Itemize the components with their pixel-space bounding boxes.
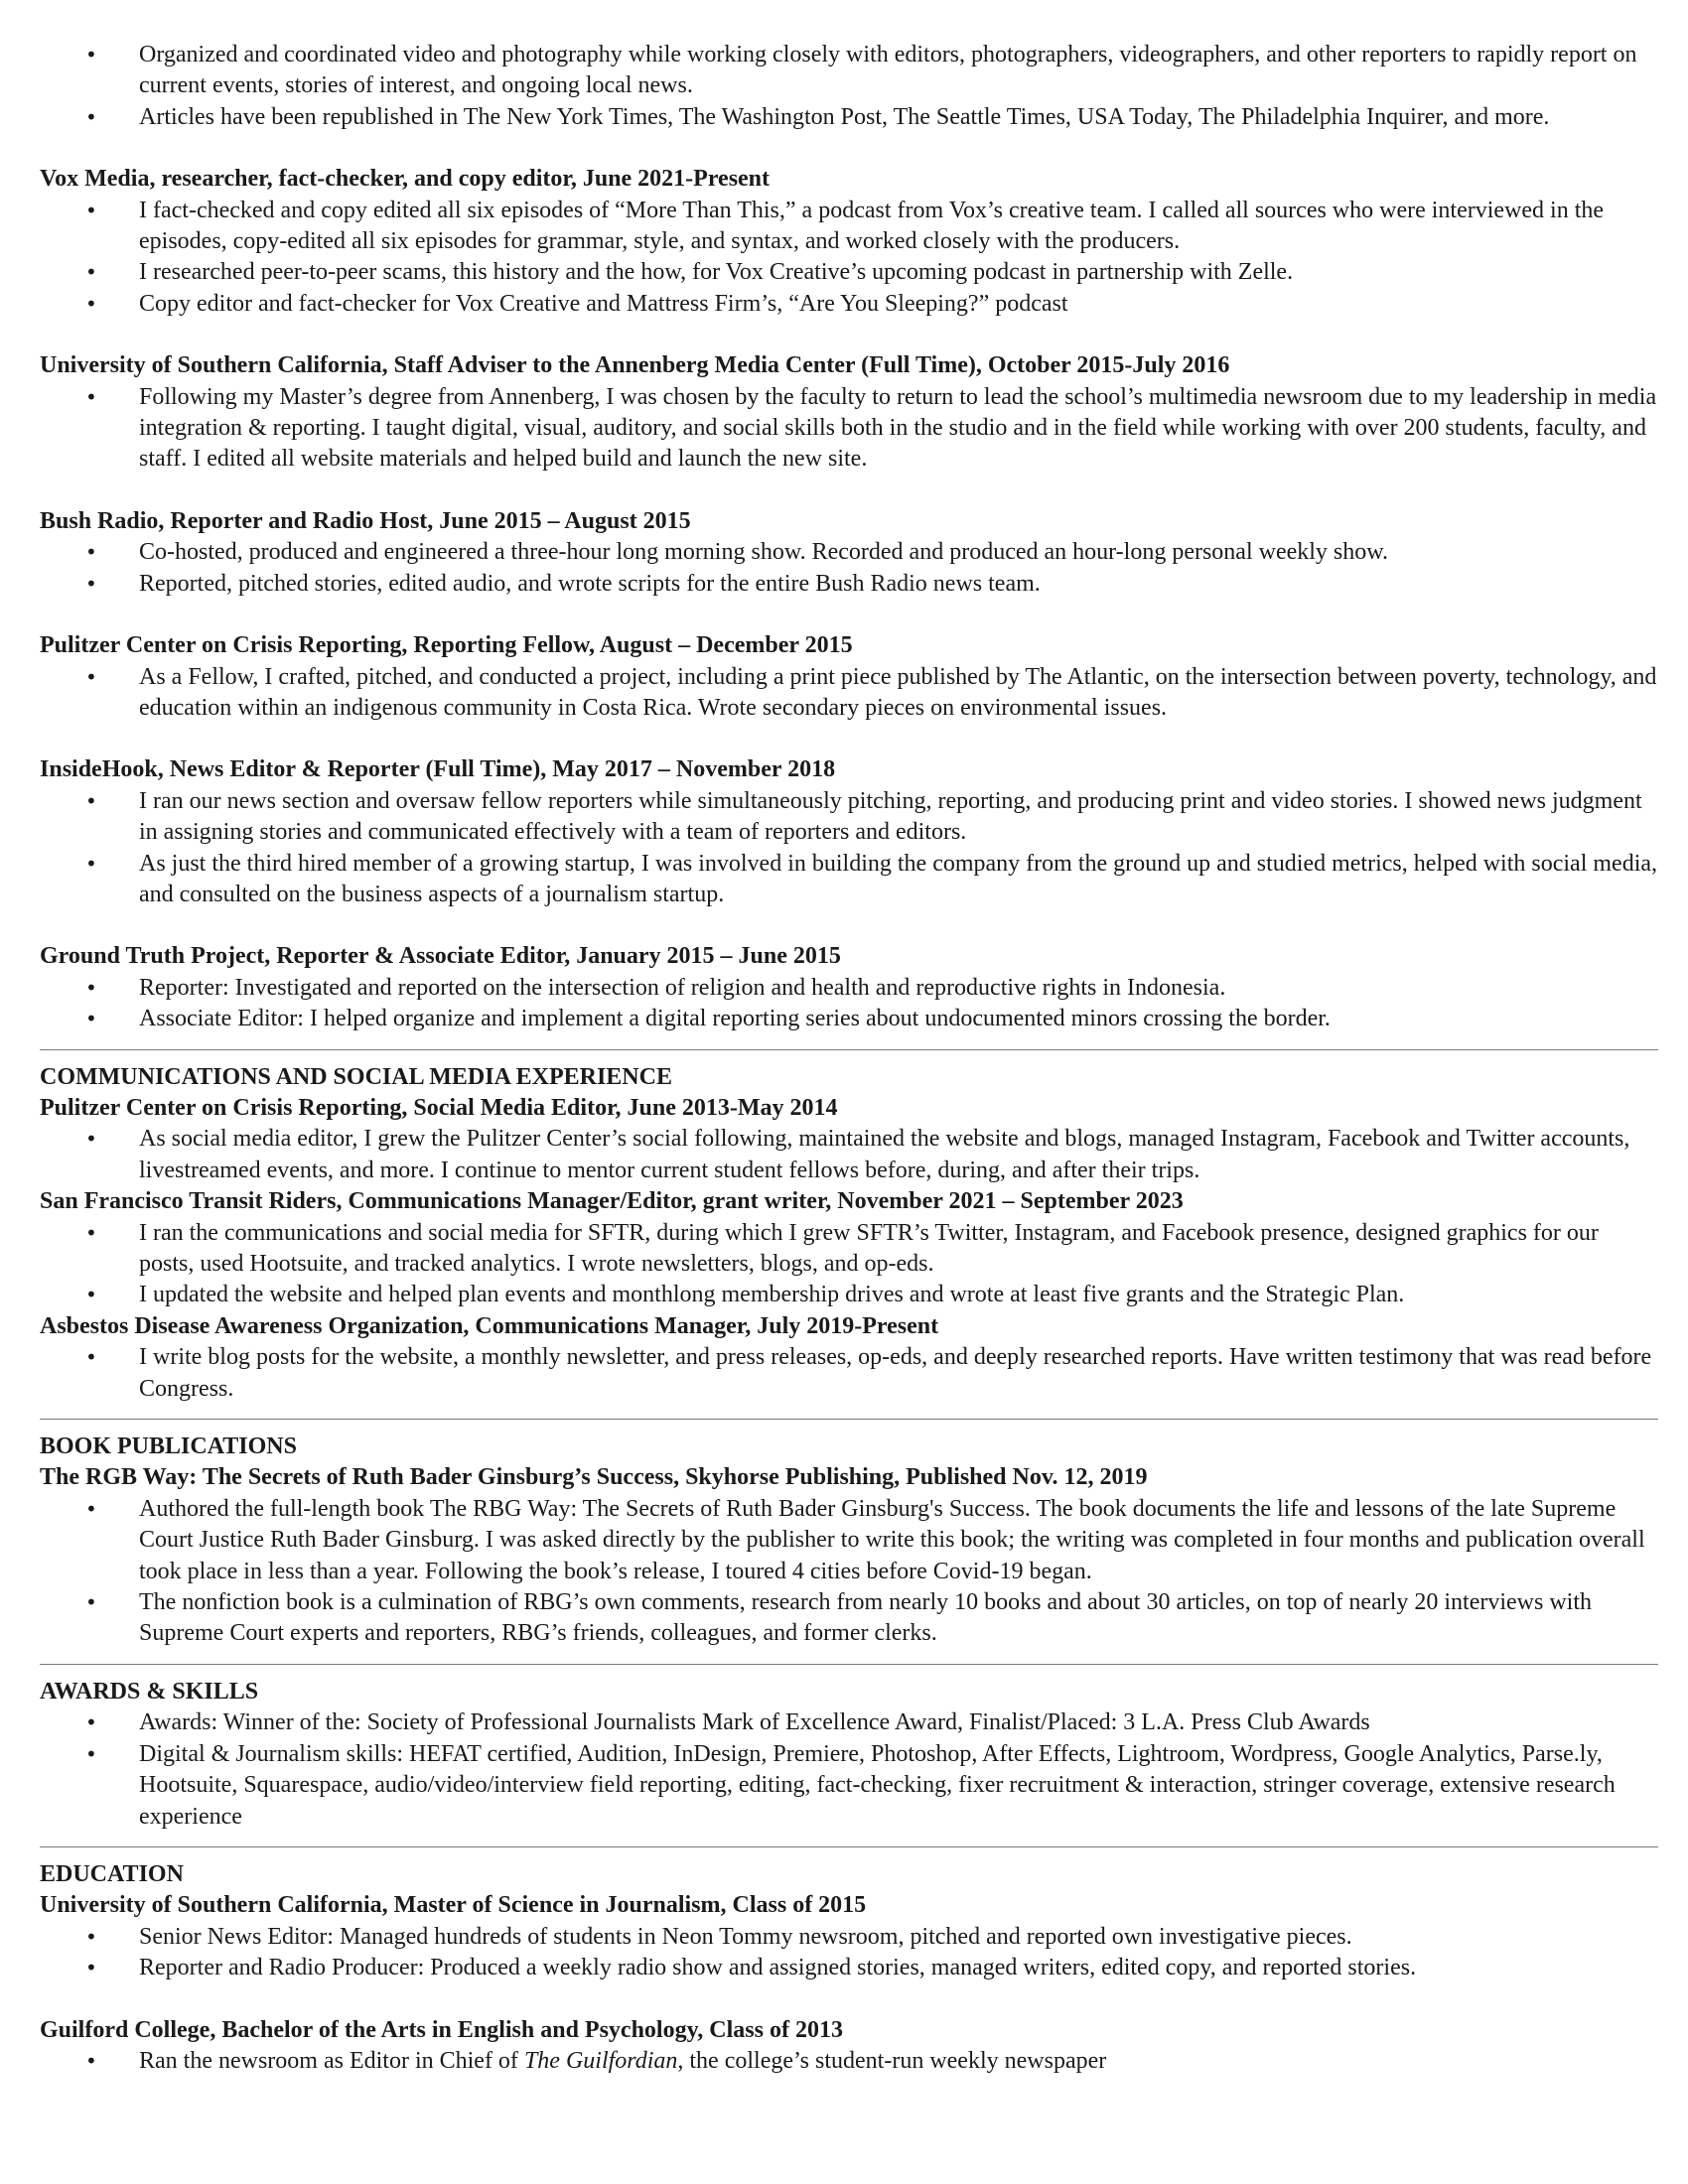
- degree-title: University of Southern California, Master of Science in Journalism, Class of 2015: [40, 1892, 867, 1919]
- bullet-list: [40, 1124, 1658, 1186]
- job-entry-ground-truth: [40, 941, 1658, 1034]
- section-divider: [40, 1664, 1658, 1665]
- bullet-list: [40, 40, 1658, 133]
- education-section: [40, 1859, 1658, 2077]
- bullet-list: [40, 1707, 1658, 1833]
- bullet-item: • Awards: Winner of the: Society of Professional Journalists Mark of Excellence Award, Finalist/Placed: 3 L.A. Press Club Awards: [40, 1707, 1658, 1738]
- job-entry-insidehook: [40, 754, 1658, 910]
- bullet-item: • Digital & Journalism skills: HEFAT certified, Audition, InDesign, Premiere, Photoshop, After Effects, Lightroom, Wordpress, Google Analytics, Parse.ly, Hootsuite, Squarespace, audio/video/interview field reporting, editing, fact-checking, fixer recruitment & interaction, stringer coverage, extensive research experience: [40, 1739, 1658, 1833]
- bullet-item: • Copy editor and fact-checker for Vox Creative and Mattress Firm’s, “Are You Sleeping?” podcast: [40, 289, 1658, 320]
- job-title: Bush Radio, Reporter and Radio Host, June 2015 – August 2015: [40, 507, 691, 534]
- section-heading: EDUCATION: [40, 1860, 184, 1887]
- job-title: InsideHook, News Editor & Reporter (Full Time), May 2017 – November 2018: [40, 756, 836, 783]
- section-heading: COMMUNICATIONS AND SOCIAL MEDIA EXPERIENCE: [40, 1063, 672, 1090]
- bullet-item: • Senior News Editor: Managed hundreds of students in Neon Tommy newsroom, pitched and reported own investigative pieces.: [40, 1922, 1658, 1953]
- section-heading: BOOK PUBLICATIONS: [40, 1433, 297, 1460]
- job-entry-bush-radio: [40, 506, 1658, 600]
- bullet-item: • I updated the website and helped plan events and monthlong membership drives and wrote at least five grants and the Strategic Plan.: [40, 1280, 1658, 1310]
- bullet-list: [40, 382, 1658, 476]
- job-entry-usc-adviser: [40, 350, 1658, 476]
- newspaper-name: The Guilfordian: [523, 2047, 678, 2074]
- bullet-list: [40, 786, 1658, 911]
- bullet-item: • I ran the communications and social media for SFTR, during which I grew SFTR’s Twitter, Instagram, and Facebook presence, designed graphics for our posts, used Hootsuite, and tracked analytics. I wrote newsletters, blogs, and op-eds.: [40, 1218, 1658, 1281]
- job-entry-vox: [40, 164, 1658, 320]
- bullet-list: [40, 2046, 1658, 2077]
- awards-skills-section: [40, 1677, 1658, 1833]
- bullet-item: • I write blog posts for the website, a monthly newsletter, and press releases, op-eds, and deeply researched reports. Have written testimony that was read before Congress.: [40, 1342, 1658, 1405]
- book-title: The RGB Way: The Secrets of Ruth Bader Ginsburg’s Success, Skyhorse Publishing, Published Nov. 12, 2019: [40, 1464, 1148, 1491]
- job-title: Pulitzer Center on Crisis Reporting, Reporting Fellow, August – December 2015: [40, 632, 853, 659]
- bullet-item: • As social media editor, I grew the Pulitzer Center’s social following, maintained the website and blogs, managed Instagram, Facebook and Twitter accounts, livestreamed events, and more. I continue to mentor current student fellows before, during, and after their trips.: [40, 1124, 1658, 1186]
- job-title: Ground Truth Project, Reporter & Associate Editor, January 2015 – June 2015: [40, 943, 841, 970]
- bullet-item: • Organized and coordinated video and photography while working closely with editors, photographers, videographers, and other reporters to rapidly report on current events, stories of interest, and ongoing local news.: [40, 40, 1658, 102]
- resume-page: [40, 40, 1658, 2077]
- bullet-item: • Associate Editor: I helped organize and implement a digital reporting series about undocumented minors crossing the border.: [40, 1004, 1658, 1034]
- job-title: Pulitzer Center on Crisis Reporting, Social Media Editor, June 2013-May 2014: [40, 1094, 838, 1121]
- bullet-item: • Following my Master’s degree from Annenberg, I was chosen by the faculty to return to lead the school’s multimedia newsroom due to my leadership in media integration & reporting. I taught digital, visual, auditory, and social skills both in the studio and in the field while working with over 200 students, faculty, and staff. I edited all website materials and helped build and launch the new site.: [40, 382, 1658, 476]
- bullet-list: [40, 1494, 1658, 1650]
- continued-entry: [40, 40, 1658, 133]
- bullet-text-suffix: , the college’s student-run weekly newspaper: [677, 2047, 1107, 2074]
- bullet-item: • I fact-checked and copy edited all six episodes of “More Than This,” a podcast from Vox’s creative team. I called all sources who were interviewed in the episodes, copy-edited all six episodes for grammar, style, and syntax, and worked closely with the producers.: [40, 196, 1658, 258]
- job-title: Asbestos Disease Awareness Organization, Communications Manager, July 2019-Present: [40, 1312, 939, 1339]
- bullet-item: • I researched peer-to-peer scams, this history and the how, for Vox Creative’s upcoming podcast in partnership with Zelle.: [40, 257, 1658, 288]
- job-title: San Francisco Transit Riders, Communications Manager/Editor, grant writer, November 2021 – September 2023: [40, 1188, 1184, 1215]
- bullet-list: [40, 537, 1658, 600]
- section-divider: [40, 1846, 1658, 1847]
- communications-section: [40, 1062, 1658, 1405]
- bullet-text-prefix: Ran the newsroom as Editor in Chief of: [139, 2047, 524, 2074]
- book-publications-section: [40, 1432, 1658, 1650]
- bullet-item: • Reporter: Investigated and reported on the intersection of religion and health and reproductive rights in Indonesia.: [40, 973, 1658, 1004]
- bullet-item: • As a Fellow, I crafted, pitched, and conducted a project, including a print piece published by The Atlantic, on the intersection between poverty, technology, and education within an indigenous community in Costa Rica. Wrote secondary pieces on environmental issues.: [40, 662, 1658, 725]
- degree-title: Guilford College, Bachelor of the Arts in English and Psychology, Class of 2013: [40, 2016, 843, 2043]
- job-entry-pulitzer-fellow: [40, 630, 1658, 724]
- bullet-list: [40, 662, 1658, 725]
- section-divider: [40, 1049, 1658, 1050]
- bullet-item: • As just the third hired member of a growing startup, I was involved in building the company from the ground up and studied metrics, helped with social media, and consulted on the business aspects of a journalism startup.: [40, 849, 1658, 911]
- bullet-item: • Reported, pitched stories, edited audio, and wrote scripts for the entire Bush Radio news team.: [40, 569, 1658, 600]
- bullet-item: • I ran our news section and oversaw fellow reporters while simultaneously pitching, reporting, and producing print and video stories. I showed news judgment in assigning stories and communicated effectively with a team of reporters and editors.: [40, 786, 1658, 849]
- section-divider: [40, 1419, 1658, 1420]
- bullet-item: • Co-hosted, produced and engineered a three-hour long morning show. Recorded and produced an hour-long personal weekly show.: [40, 537, 1658, 568]
- bullet-list: [40, 1342, 1658, 1405]
- bullet-item: • The nonfiction book is a culmination of RBG’s own comments, research from nearly 10 books and about 30 articles, on top of nearly 20 interviews with Supreme Court experts and reporters, RBG’s friends, colleagues, and former clerks.: [40, 1587, 1658, 1650]
- bullet-list: [40, 1922, 1658, 1984]
- job-title: University of Southern California, Staff Adviser to the Annenberg Media Center (Full Time), October 2015-July 2016: [40, 352, 1230, 379]
- bullet-list: [40, 973, 1658, 1035]
- job-title: Vox Media, researcher, fact-checker, and copy editor, June 2021-Present: [40, 166, 771, 193]
- bullet-item: • Reporter and Radio Producer: Produced a weekly radio show and assigned stories, managed writers, edited copy, and reported stories.: [40, 1953, 1658, 1983]
- bullet-list: [40, 196, 1658, 321]
- bullet-item: [40, 2046, 1658, 2077]
- bullet-item: • Articles have been republished in The New York Times, The Washington Post, The Seattle Times, USA Today, The Philadelphia Inquirer, and more.: [40, 102, 1658, 133]
- bullet-list: [40, 1218, 1658, 1311]
- section-heading: AWARDS & SKILLS: [40, 1678, 259, 1705]
- bullet-item: • Authored the full-length book The RBG Way: The Secrets of Ruth Bader Ginsburg's Success. The book documents the life and lessons of the late Supreme Court Justice Ruth Bader Ginsburg. I was asked directly by the publisher to write this book; the writing was completed in four months and publication overall took place in less than a year. Following the book’s release, I toured 4 cities before Covid-19 began.: [40, 1494, 1658, 1587]
